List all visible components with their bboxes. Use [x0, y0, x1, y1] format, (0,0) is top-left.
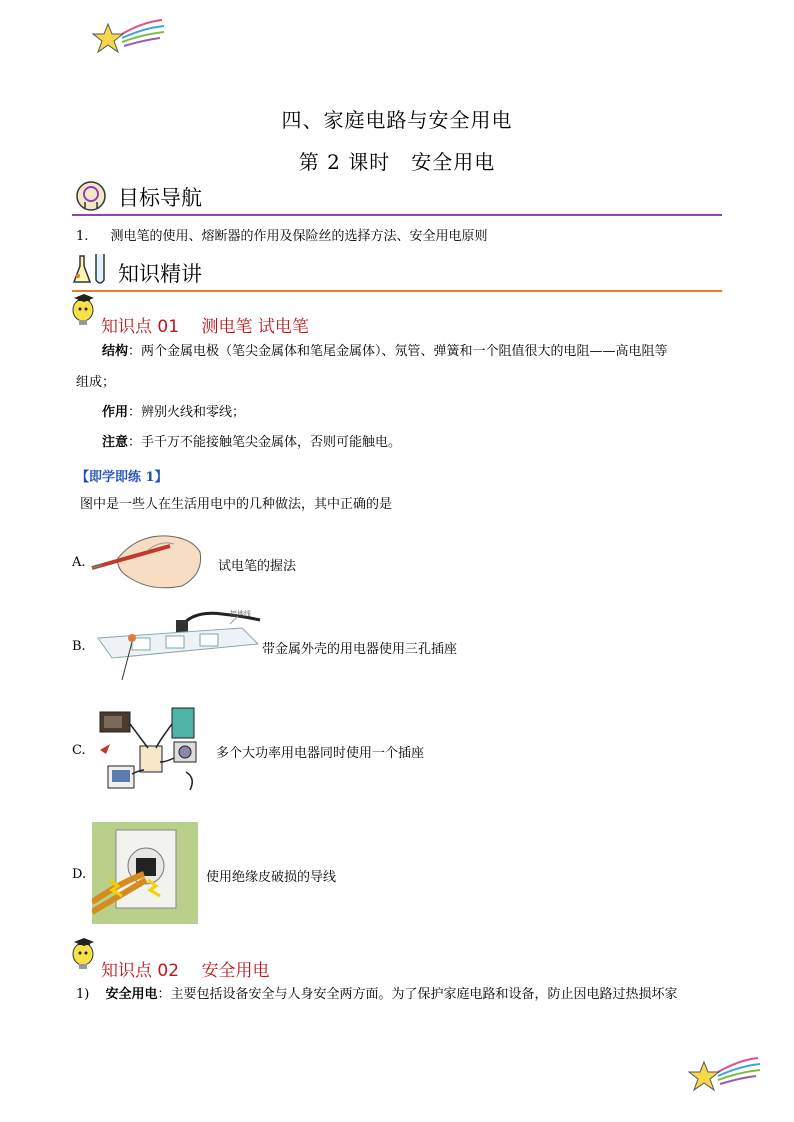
power-strip-illustration — [92, 606, 262, 684]
kp2-item-label: 安全用电 — [105, 987, 158, 1002]
section-knowledge-rule — [72, 290, 722, 292]
option-c-letter: C. — [72, 743, 86, 758]
kp1-structure-label: 结构 — [102, 344, 129, 359]
kp1-note-text: ：手千万不能接触笔尖金属体，否则可能触电。 — [128, 435, 402, 450]
option-a-letter: A. — [72, 555, 86, 570]
kp1-structure — [102, 343, 722, 361]
kp1-structure-text: ：两个金属电极（笔尖金属体和笔尾金属体）、氖管、弹簧和一个阻值很大的电阻——高电阻等 — [128, 344, 668, 359]
option-d-text: 使用绝缘皮破损的导线 — [206, 870, 337, 885]
overloaded-socket-illustration — [92, 700, 208, 800]
document-subtitle: 第 2 课时 安全用电 — [298, 150, 496, 174]
kp1-structure-cont: 组成； — [76, 375, 116, 390]
goal-item — [76, 228, 716, 246]
star-decoration-icon — [88, 14, 168, 58]
option-c-text: 多个大功率用电器同时使用一个插座 — [216, 746, 425, 761]
section-knowledge-label: 知识精讲 — [118, 262, 202, 286]
section-knowledge — [72, 256, 722, 292]
option-b-letter: B. — [72, 639, 86, 654]
option-d-letter: D. — [72, 867, 87, 882]
kp2-item-text: ：主要包括设备安全与人身安全两方面。为了保护家庭电路和设备，防止因电路过热损坏家 — [157, 987, 678, 1002]
practice-question: 图中是一些人在生活用电中的几种做法，其中正确的是 — [80, 497, 393, 512]
mascot-bulb-icon — [70, 938, 100, 972]
kp1-title: 知识点 01 测电笔 试电笔 — [101, 317, 309, 337]
practice-label: 【即学即练 1】 — [76, 470, 168, 485]
section-goals — [72, 180, 722, 216]
kp2-item — [76, 986, 736, 1004]
section-goals-rule — [72, 214, 722, 216]
goal-item-text: 测电笔的使用、熔断器的作用及保险丝的选择方法、安全用电原则 — [110, 229, 488, 244]
document-title: 四、家庭电路与安全用电 — [281, 108, 513, 132]
goal-item-number: 1. — [76, 229, 89, 244]
kp1-note-label: 注意 — [102, 435, 129, 450]
star-decoration-icon — [684, 1050, 764, 1096]
damaged-wire-illustration — [92, 822, 198, 924]
mascot-bulb-icon — [70, 294, 100, 328]
socket-tag: 接地线 — [230, 610, 251, 618]
kp1-note — [102, 434, 401, 452]
kp1-function-label: 作用 — [102, 405, 129, 420]
kp1-function — [102, 404, 245, 422]
test-pen-hand-illustration — [88, 528, 208, 592]
kp2-title: 知识点 02 安全用电 — [101, 961, 270, 981]
lab-flask-icon — [72, 252, 112, 288]
section-goals-label: 目标导航 — [118, 186, 202, 210]
head-icon — [74, 180, 108, 214]
kp2-item-number: 1) — [76, 987, 90, 1002]
option-b-text: 带金属外壳的用电器使用三孔插座 — [262, 642, 458, 657]
kp1-function-text: ：辨别火线和零线； — [128, 405, 246, 420]
option-a-text: 试电笔的握法 — [218, 559, 297, 574]
